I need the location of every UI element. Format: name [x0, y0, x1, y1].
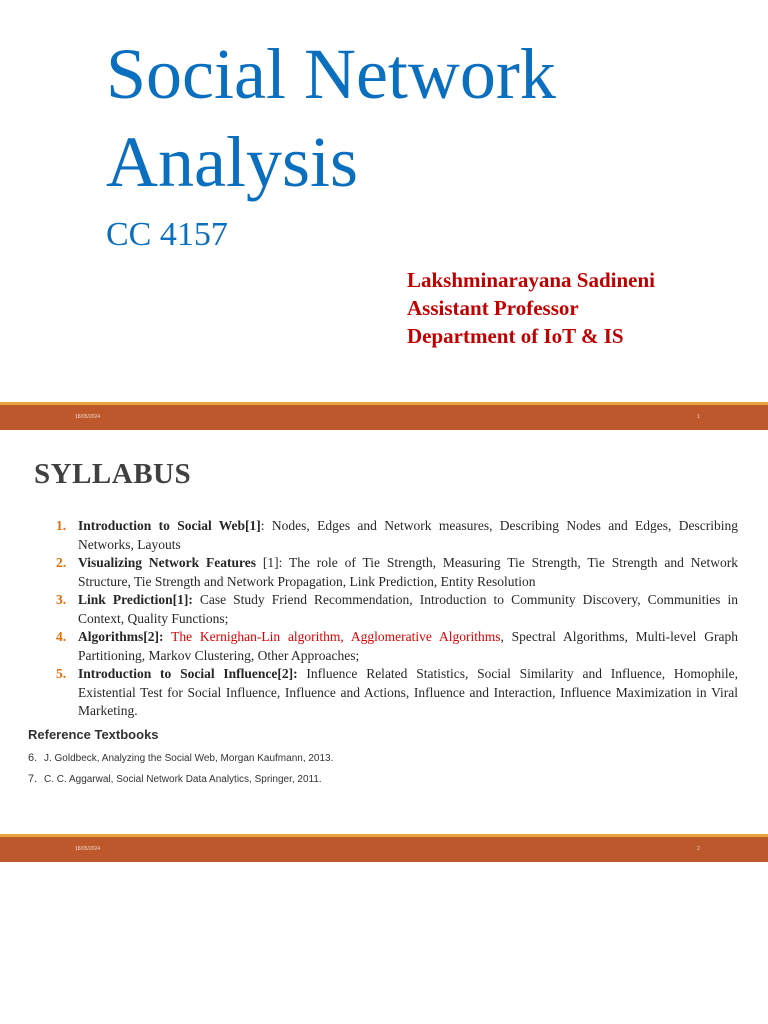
- footer-page-number: 1: [697, 414, 700, 420]
- syllabus-item: [52, 517, 738, 554]
- slide-2-footer: [0, 834, 768, 862]
- footer-date: 18/05/2024: [75, 414, 101, 420]
- item-heading-suffix: [1]:: [255, 555, 283, 570]
- item-text: Influence Related Statistics, Social Similarity and Influence, Homophile, Existential Test for Social Influence, Influence and Actions, Influence and Interaction, Influence Maximization in Viral Marketing.: [78, 666, 738, 718]
- syllabus-list: [52, 517, 738, 721]
- item-text: : Nodes, Edges and Network measures, Describing Nodes and Edges, Describing Networks, Layouts: [78, 518, 738, 552]
- reference-number: 7.: [28, 773, 38, 785]
- item-heading: Introduction to Social Web[1]: [78, 518, 261, 533]
- item-heading: Visualizing Network Features: [78, 555, 256, 570]
- reference-text: C. C. Aggarwal, Social Network Data Analytics, Springer, 2011.: [43, 774, 322, 785]
- presenter-department: Department of IoT & IS: [407, 324, 624, 348]
- syllabus-item: [52, 628, 738, 665]
- reference-number: 6.: [28, 752, 38, 764]
- item-text: The role of Tie Strength, Measuring Tie Strength, Tie Strength and Network Structure, Tie Strength and Network Propagation, Link Prediction, Entity Resolution: [78, 555, 738, 589]
- item-number: 2.: [56, 555, 67, 570]
- item-heading: Link Prediction[1]:: [78, 592, 193, 607]
- item-text: Case Study Friend Recommendation, Introduction to Community Discovery, Communities in Context, Quality Functions;: [78, 592, 738, 626]
- item-highlight-text: The Kernighan-Lin algorithm, Agglomerative Algorithms: [163, 629, 501, 644]
- slide-1-footer: [0, 402, 768, 430]
- presenter-role: Assistant Professor: [407, 296, 579, 320]
- presenter-info: [407, 266, 655, 350]
- title-line-1: Social Network: [106, 34, 556, 114]
- footer-date: 18/05/2024: [75, 846, 101, 852]
- presentation-title: [106, 30, 556, 206]
- reference-item: [28, 773, 322, 785]
- reference-text: J. Goldbeck, Analyzing the Social Web, Morgan Kaufmann, 2013.: [43, 753, 334, 764]
- syllabus-item: [52, 554, 738, 591]
- item-number: 5.: [56, 666, 67, 681]
- item-heading: Introduction to Social Influence[2]:: [78, 666, 298, 681]
- presenter-name: Lakshminarayana Sadineni: [407, 268, 656, 292]
- syllabus-heading: SYLLABUS: [34, 458, 192, 490]
- item-heading: Algorithms[2]:: [78, 629, 164, 644]
- reference-item: [28, 752, 333, 764]
- item-number: 1.: [56, 518, 67, 533]
- syllabus-item: [52, 591, 738, 628]
- course-code: CC 4157: [106, 216, 228, 253]
- syllabus-item: [52, 665, 738, 721]
- footer-page-number: 2: [697, 846, 700, 852]
- item-text: , Spectral Algorithms, Multi-level Graph Partitioning, Markov Clustering, Other Approaches;: [78, 629, 738, 663]
- title-line-2: Analysis: [106, 122, 358, 202]
- item-number: 3.: [56, 592, 67, 607]
- references-heading: Reference Textbooks: [28, 727, 159, 742]
- item-number: 4.: [56, 629, 67, 644]
